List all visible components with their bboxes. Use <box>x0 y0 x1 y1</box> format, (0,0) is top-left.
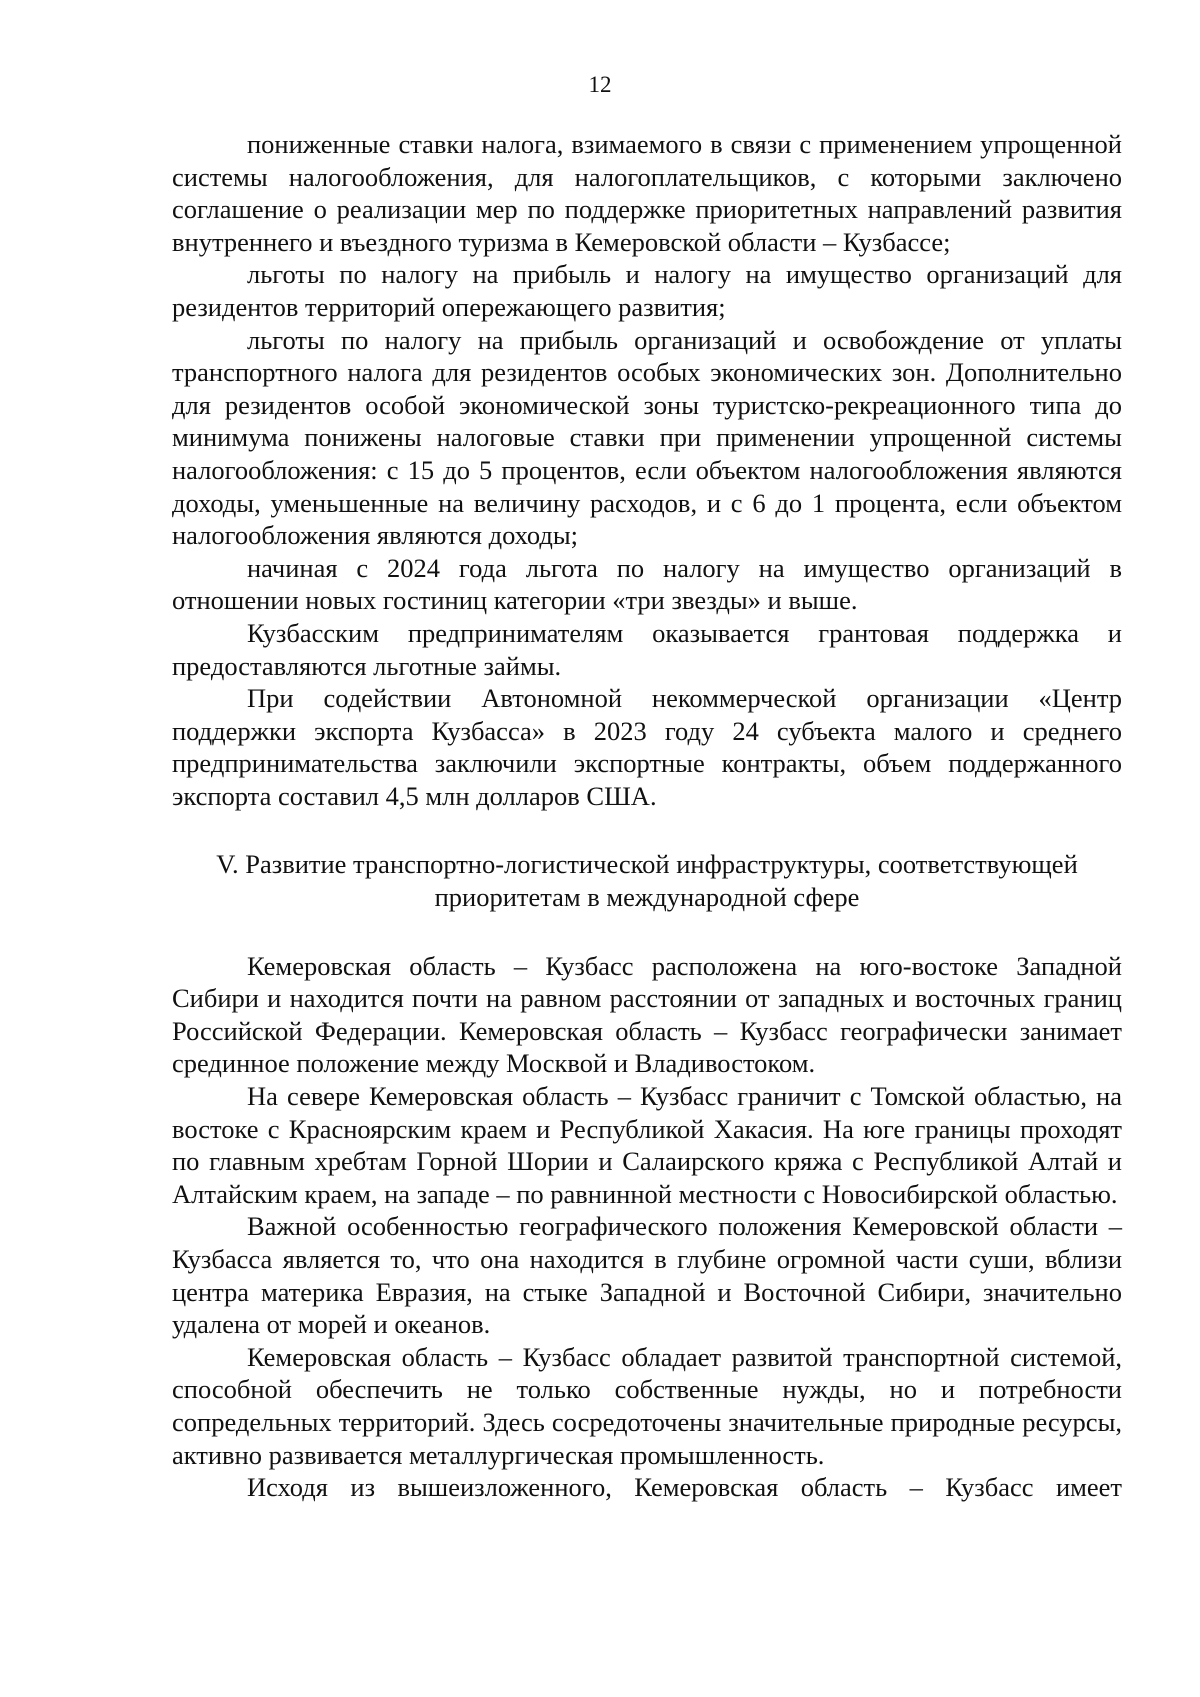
paragraph-transport-system: Кемеровская область – Кузбасс обладает развитой транспортной системой, способной обеспечить не только собственные нужды, но и потребности сопредельных территорий. Здесь сосредоточены значительные природные ресурсы, активно развивается металлургическая промышленность. <box>172 1341 1122 1470</box>
paragraph-conclusion-start: Исходя из вышеизложенного, Кемеровская область – Кузбасс имеет <box>247 1472 1122 1503</box>
paragraph-export-support: При содействии Автономной некоммерческой организации «Центр поддержки экспорта Кузбасса» в 2023 году 24 субъекта малого и среднего предпринимательства заключили экспортные контракты, объем поддержанного экспорта составил 4,5 млн долларов США. <box>172 683 1122 811</box>
paragraph-hotel-property-tax-benefit: начиная с 2024 года льгота по налогу на имущество организаций в отношении новых гостиниц категории «три звезды» и выше. <box>172 552 1122 616</box>
paragraph-tax-benefits-special-economic-zones: льготы по налогу на прибыль организаций и освобождение от уплаты транспортного налога для резидентов особых экономических зон. Дополнительно для резидентов особой экономической зоны туристско-рекреационного типа до минимума понижены налоговые ставки при применении упрощенной системы налогообложения: с 15 до 5 процентов, если объектом налогообложения являются доходы, уменьшенные на величину расходов, и с 6 до 1 процента, если объектом налогообложения являются доходы; <box>172 324 1122 551</box>
section-heading <box>172 848 1122 913</box>
section-heading-line-1: V. Развитие транспортно-логистической инфраструктуры, соответствующей <box>216 849 1078 880</box>
section-heading-line-2: приоритетам в международной сфере <box>434 882 860 913</box>
paragraph-reduced-tax-rates-tourism: пониженные ставки налога, взимаемого в связи с применением упрощенной системы налогообложения, для налогоплательщиков, с которыми заключено соглашение о реализации мер по поддержке приоритетных направлений развития внутреннего и въездного туризма в Кемеровской области – Кузбассе; <box>172 129 1122 257</box>
paragraph-geographic-feature: Важной особенностью географического положения Кемеровской области – Кузбасса является то, что она находится в глубине огромной части суши, вблизи центра материка Евразия, на стыке Западной и Восточной Сибири, значительно удалена от морей и океанов. <box>172 1211 1122 1340</box>
paragraph-tax-benefits-advanced-development: льготы по налогу на прибыль и налогу на имущество организаций для резидентов территорий опережающего развития; <box>172 259 1122 322</box>
paragraph-borders: На севере Кемеровская область – Кузбасс граничит с Томской областью, на востоке с Красноярским краем и Республикой Хакасия. На юге границы проходят по главным хребтам Горной Шории и Салаирского кряжа с Республикой Алтай и Алтайским краем, на западе – по равнинной местности с Новосибирской областью. <box>172 1081 1122 1209</box>
paragraph-grant-support: Кузбасским предпринимателям оказывается грантовая поддержка и предоставляются льготные займы. <box>172 617 1122 681</box>
document-body <box>172 128 1122 1504</box>
page-number: 12 <box>588 72 612 97</box>
paragraph-geographic-location: Кемеровская область – Кузбасс расположена на юго-востоке Западной Сибири и находится почти на равном расстоянии от западных и восточных границ Российской Федерации. Кемеровская область – Кузбасс географически занимает срединное положение между Москвой и Владивостоком. <box>172 950 1122 1079</box>
